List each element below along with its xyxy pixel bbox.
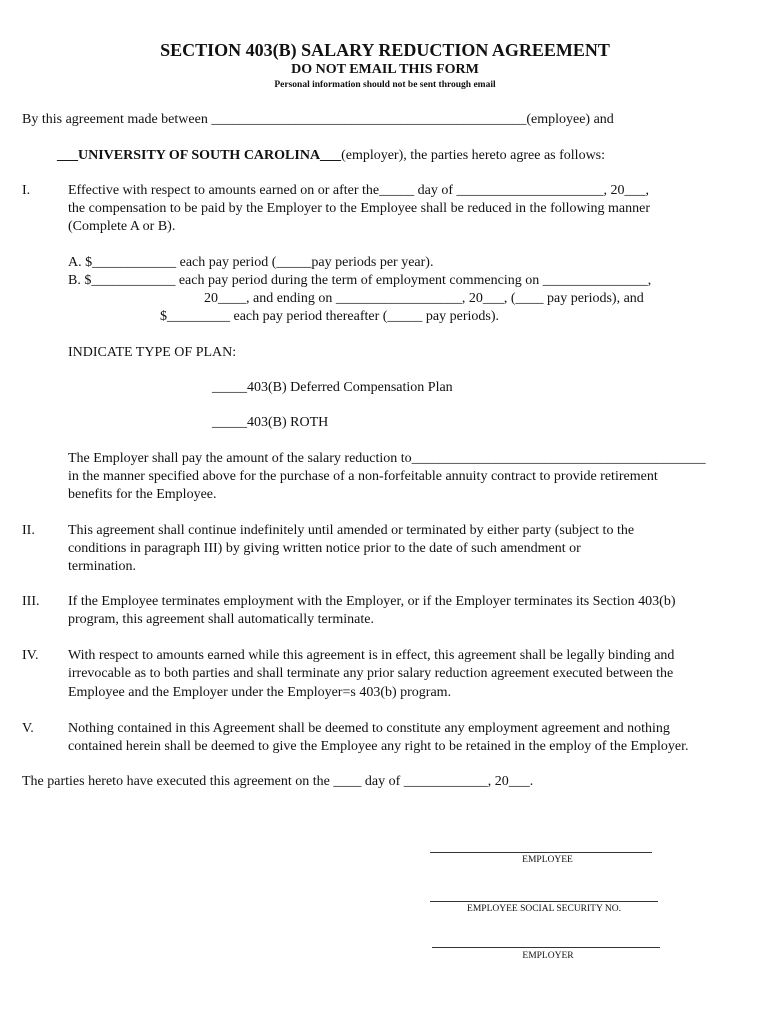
plan-option-roth: _____403(B) ROTH — [212, 415, 329, 430]
section-1-number: I. — [22, 183, 31, 198]
option-b-line-3: $_________ each pay period thereafter (_____ pay periods). — [160, 309, 499, 324]
section-1-line-3: (Complete A or B). — [68, 219, 176, 234]
option-b-line-1: B. $____________ each pay period during the term of employment commencing on _______________, — [68, 273, 652, 288]
form-title: SECTION 403(B) SALARY REDUCTION AGREEMENT — [160, 40, 610, 60]
section-1-line-1: Effective with respect to amounts earned on or after the_____ day of _____________________, 20___, — [68, 183, 649, 198]
email-warning: Personal information should not be sent through email — [274, 80, 496, 90]
section-3-line-2: program, this agreement shall automatically terminate. — [68, 612, 374, 627]
section-4-line-1: With respect to amounts earned while this agreement is in effect, this agreement shall be legally binding and — [68, 648, 675, 663]
section-1-line-2: the compensation to be paid by the Employer to the Employee shall be reduced in the following manner — [68, 201, 651, 216]
section-2-line-3: termination. — [68, 559, 137, 574]
employer-signature-label: EMPLOYER — [522, 951, 574, 961]
ssn-signature-line[interactable] — [430, 901, 658, 902]
payment-line-3: benefits for the Employee. — [68, 487, 217, 502]
section-4-line-2: irrevocable as to both parties and shall terminate any prior salary reduction agreement executed between the — [68, 666, 674, 681]
plan-type-heading: INDICATE TYPE OF PLAN: — [68, 345, 237, 360]
plan-option-deferred: _____403(B) Deferred Compensation Plan — [212, 380, 453, 395]
payment-line-2: in the manner specified above for the purchase of a non-forfeitable annuity contract to provide retirement — [68, 469, 658, 484]
employer-name: ___UNIVERSITY OF SOUTH CAROLINA___ — [57, 148, 342, 163]
section-4-number: IV. — [22, 648, 39, 663]
intro-line-1: By this agreement made between _____________________________________________(employee) and — [22, 112, 614, 127]
option-b-line-2: 20____, and ending on __________________, 20___, (____ pay periods), and — [204, 291, 644, 306]
section-2-line-2: conditions in paragraph III) by giving written notice prior to the date of such amendment or — [68, 541, 581, 556]
section-3-line-1: If the Employee terminates employment with the Employer, or if the Employer terminates its Section 403(b) — [68, 594, 676, 609]
employee-signature-line[interactable] — [430, 852, 652, 853]
closing-statement: The parties hereto have executed this agreement on the ____ day of ____________, 20___. — [22, 774, 534, 789]
intro-line-2-rest: (employer), the parties hereto agree as follows: — [341, 148, 606, 163]
section-4-line-3: Employee and the Employer under the Employer=s 403(b) program. — [68, 685, 452, 700]
intro-line-2 — [57, 147, 605, 165]
section-3-number: III. — [22, 594, 40, 609]
ssn-signature-label: EMPLOYEE SOCIAL SECURITY NO. — [467, 904, 621, 914]
employee-signature-label: EMPLOYEE — [522, 855, 573, 865]
option-a-line: A. $____________ each pay period (_____pay periods per year). — [68, 255, 434, 270]
section-2-number: II. — [22, 523, 35, 538]
section-5-number: V. — [22, 721, 34, 736]
form-subtitle: DO NOT EMAIL THIS FORM — [291, 62, 479, 77]
payment-line-1: The Employer shall pay the amount of the salary reduction to__________________________________________ — [68, 451, 706, 466]
section-2-line-1: This agreement shall continue indefinitely until amended or terminated by either party (subject to the — [68, 523, 635, 538]
employer-signature-line[interactable] — [432, 947, 660, 948]
section-5-line-1: Nothing contained in this Agreement shall be deemed to constitute any employment agreement and nothing — [68, 721, 670, 736]
section-5-line-2: contained herein shall be deemed to give the Employee any right to be retained in the employ of the Employer. — [68, 739, 689, 754]
